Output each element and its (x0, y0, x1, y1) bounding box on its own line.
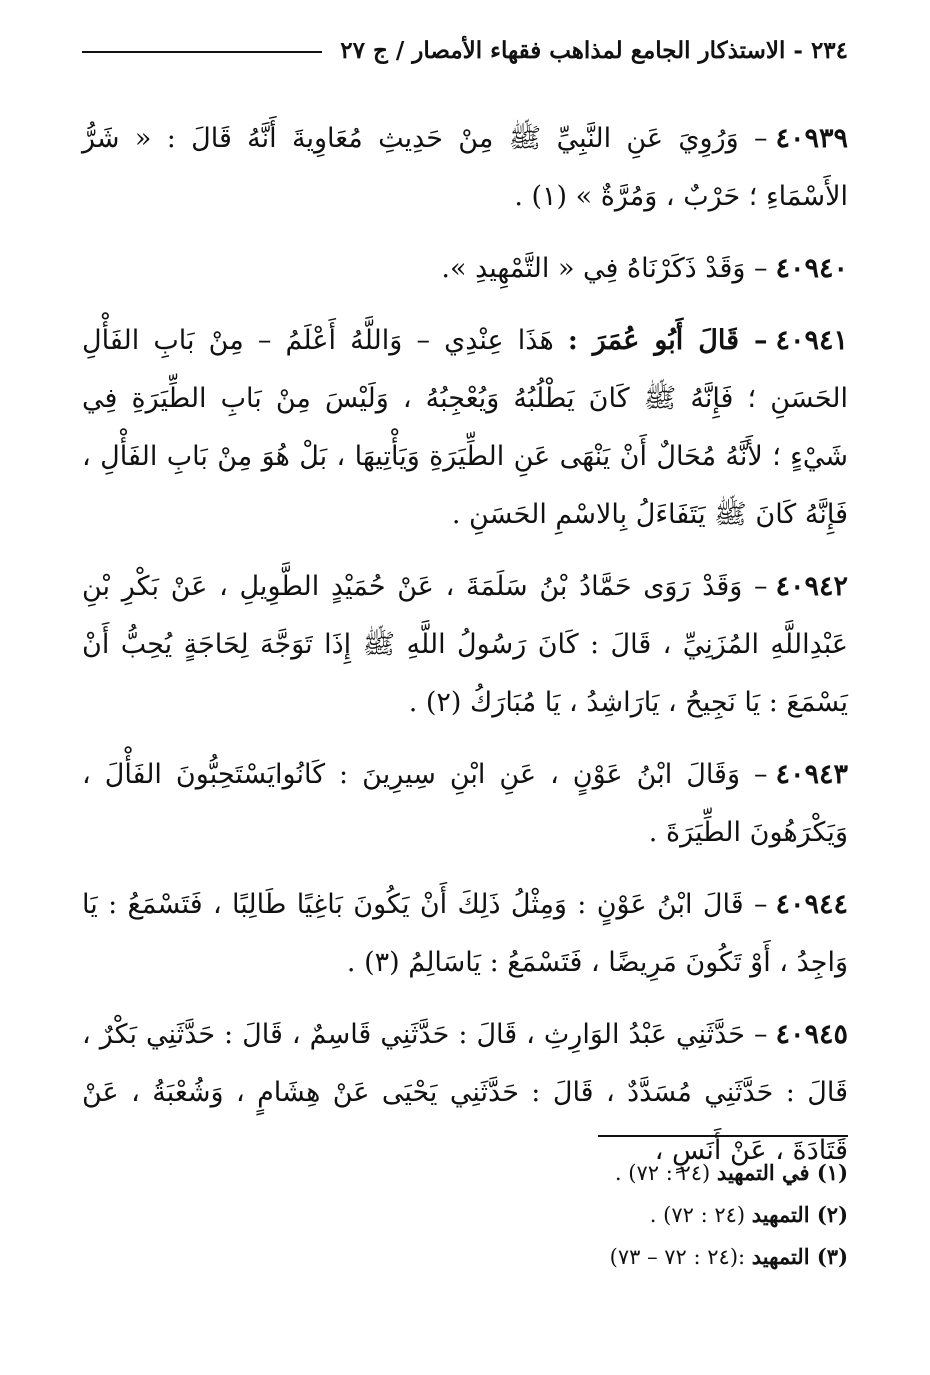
footnote-ref: (١) في التمهيد (716, 1160, 848, 1185)
footnote-ref: (٣) التمهيد (751, 1244, 848, 1269)
footnote-text: (٢٤ : ٧٢) . (614, 1161, 711, 1185)
paragraph-number: ٤٠٩٣٩ (775, 123, 848, 154)
paragraph-40943 (82, 746, 848, 862)
footnote-text: (٢٤ : ٧٢) . (649, 1203, 746, 1227)
paragraph-40939 (82, 110, 848, 226)
footnote-3 (82, 1236, 848, 1278)
footnotes (82, 1152, 848, 1278)
header-rule (82, 51, 322, 53)
main-text (82, 110, 848, 1194)
paragraph-40942 (82, 558, 848, 732)
running-head-text: ٢٣٤ - الاستذكار الجامع لمذاهب فقهاء الأمصار / ج ٢٧ (340, 36, 848, 64)
paragraph-text: – وَقَدْ ذَكَرْنَاهُ فِي « التَّمْهِيدِ ». (441, 253, 768, 284)
paragraph-number: ٤٠٩٤٠ (775, 253, 848, 284)
paragraph-40941 (82, 312, 848, 544)
paragraph-lead: – قَالَ أَبُو عُمَرَ : (567, 325, 768, 356)
paragraph-text: – وَقَالَ ابْنُ عَوْنٍ ، عَنِ ابْنِ سِيرِينَ : كَانُوايَسْتَحِبُّونَ الفَأْلَ ، وَيَكْرَهُونَ الطِّيَرَةَ . (82, 759, 848, 848)
paragraph-number: ٤٠٩٤١ (775, 325, 848, 356)
footnote-separator (598, 1135, 848, 1137)
running-header (82, 28, 848, 72)
paragraph-40940 (82, 240, 848, 298)
paragraph-number: ٤٠٩٤٣ (775, 759, 848, 790)
paragraph-number: ٤٠٩٤٤ (775, 889, 848, 920)
footnote-text: :(٢٤ : ٧٢ – ٧٣) (609, 1245, 746, 1269)
footnote-2 (82, 1194, 848, 1236)
paragraph-text: – وَرُوِيَ عَنِ النَّبِيِّ ﷺ مِنْ حَدِيثِ مُعَاوِيةَ أَنَّهُ قَالَ : « شَرُّ الأَسْمَاءِ ؛ حَرْبٌ ، وَمُرَّةٌ » (١) . (82, 123, 848, 212)
paragraph-text: هَذَا عِنْدِي – وَاللَّهُ أَعْلَمُ – مِنْ بَابِ الفَأْلِ الحَسَنِ ؛ فَإِنَّهُ ﷺ كَانَ يَطْلُبُهُ وَيُعْجِبُهُ ، وَلَيْسَ مِنْ بَابِ الطِّيَرَةِ فِي شَيْءٍ ؛ لأَنَّهُ مُحَالٌ أَنْ يَنْهَى عَنِ الطِّيَرَةِ وَيَأْتِيهَا ، بَلْ هُوَ مِنْ بَابِ الفَأْلِ ، فَإِنَّهُ كَانَ ﷺ يَتَفَاءَلُ بِالاسْمِ الحَسَنِ . (82, 325, 848, 530)
paragraph-number: ٤٠٩٤٢ (775, 571, 848, 602)
paragraph-40944 (82, 876, 848, 992)
paragraph-text: – قَالَ ابْنُ عَوْنٍ : وَمِثْلُ ذَلِكَ أَنْ يَكُونَ بَاغِيًا طَالِبًا ، فَتَسْمَعُ : يَا وَاجِدُ ، أَوْ تَكُونَ مَرِيضًا ، فَتَسْمَعُ : يَاسَالِمُ (٣) . (82, 889, 848, 978)
footnote-1 (82, 1152, 848, 1194)
footnote-ref: (٢) التمهيد (751, 1202, 848, 1227)
paragraph-text: – حَدَّثَنِي عَبْدُ الوَارِثِ ، قَالَ : حَدَّثَنِي قَاسِمٌ ، قَالَ : حَدَّثَنِي بَكْرٌ ، قَالَ : حَدَّثَنِي مُسَدَّدٌ ، قَالَ : حَدَّثَنِي يَحْيَى عَنْ هِشَامٍ ، وَشُعْبَةُ ، عَنْ قَتَادَةَ ، عَنْ أَنَسٍ ، (82, 1019, 848, 1166)
paragraph-text: – وَقَدْ رَوَى حَمَّادُ بْنُ سَلَمَةَ ، عَنْ حُمَيْدٍ الطَّوِيلِ ، عَنْ بَكْرِ بْنِ عَبْدِاللَّهِ المُزَنِيِّ ، قَالَ : كَانَ رَسُولُ اللَّهِ ﷺ إِذَا تَوَجَّهَ لِحَاجَةٍ يُحِبُّ أَنْ يَسْمَعَ : يَا نَجِيحُ ، يَارَاشِدُ ، يَا مُبَارَكُ (٢) . (82, 571, 848, 718)
paragraph-number: ٤٠٩٤٥ (775, 1019, 848, 1050)
